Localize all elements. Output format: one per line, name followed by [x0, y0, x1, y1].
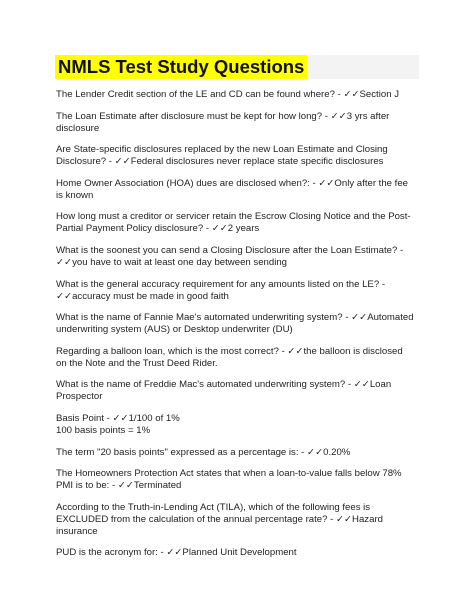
qa-item — [56, 502, 416, 538]
qa-item — [56, 211, 416, 235]
qa-text: How long must a creditor or servicer retain the Escrow Closing Notice and the Post-Partial Payment Policy disclosure? - ✓✓2 years — [56, 211, 411, 235]
title-bar — [55, 55, 419, 79]
qa-item — [56, 245, 416, 269]
qa-text: What is the general accuracy requirement for any amounts listed on the LE? - ✓✓accuracy must be made in good faith — [56, 278, 386, 302]
qa-item — [56, 89, 416, 101]
qa-text: What is the name of Freddie Mac's automated underwriting system? - ✓✓Loan Prospector — [56, 379, 392, 403]
qa-text: What is the name of Fannie Mae's automated underwriting system? - ✓✓Automated underwriting system (AUS) or Desktop underwriter (DU) — [56, 312, 414, 336]
qa-text: The Homeowners Protection Act states that when a loan-to-value falls below 78% PMI is to be: - ✓✓Terminated — [56, 468, 402, 492]
qa-item — [56, 346, 416, 370]
qa-item — [56, 468, 416, 492]
qa-item — [56, 111, 416, 135]
qa-text: Home Owner Association (HOA) dues are disclosed when?: - ✓✓Only after the fee is known — [56, 177, 409, 201]
qa-item — [56, 178, 416, 202]
qa-text: Are State-specific disclosures replaced by the new Loan Estimate and Closing Disclosure? - ✓✓Federal disclosures never replace state specific disclosures — [56, 144, 388, 168]
qa-item — [56, 447, 416, 459]
qa-item — [56, 279, 416, 303]
qa-text: Regarding a balloon loan, which is the most correct? - ✓✓the balloon is disclosed on the Note and the Trust Deed Rider. — [56, 345, 403, 369]
qa-list — [56, 89, 416, 569]
qa-text-line2: 100 basis points = 1% — [56, 424, 151, 436]
qa-item — [56, 413, 416, 437]
qa-text: Basis Point - ✓✓1/100 of 1% — [56, 412, 180, 424]
page-title: NMLS Test Study Questions — [55, 55, 307, 79]
qa-item — [56, 547, 416, 559]
qa-text: According to the Truth-in-Lending Act (TILA), which of the following fees is EXCLUDED from the calculation of the annual percentage rate? - ✓✓Hazard insurance — [56, 501, 383, 537]
qa-item — [56, 379, 416, 403]
qa-item — [56, 312, 416, 336]
qa-item — [56, 144, 416, 168]
qa-text: The Lender Credit section of the LE and CD can be found where? - ✓✓Section J — [56, 89, 399, 100]
qa-text: The Loan Estimate after disclosure must be kept for how long? - ✓✓3 yrs after disclosure — [56, 110, 390, 134]
qa-text: The term "20 basis points" expressed as a percentage is: - ✓✓0.20% — [56, 446, 351, 458]
qa-text: PUD is the acronym for: - ✓✓Planned Unit Development — [56, 547, 297, 559]
qa-text: What is the soonest you can send a Closing Disclosure after the Loan Estimate? - ✓✓you have to wait at least one day between sending — [56, 244, 404, 268]
